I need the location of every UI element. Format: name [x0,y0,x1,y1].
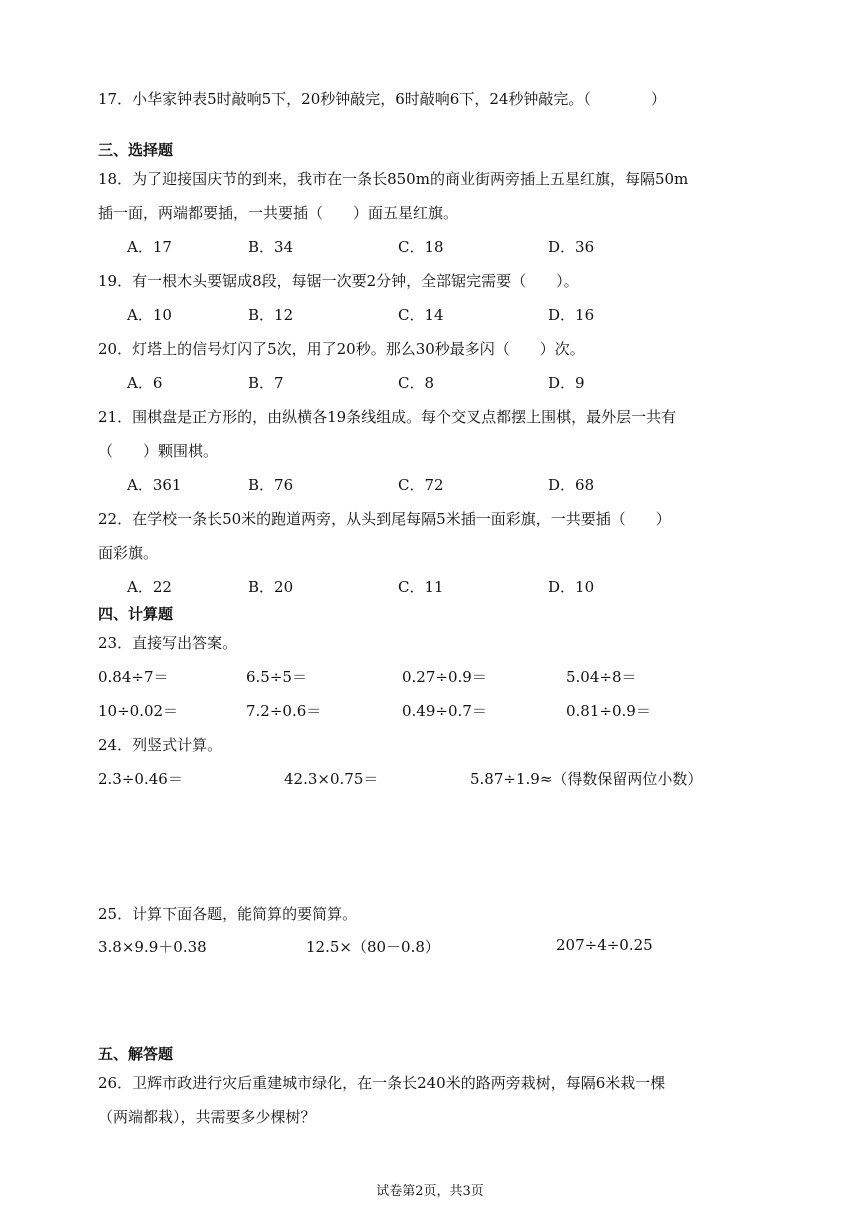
option-c: C．18 [398,238,444,256]
arithmetic-item: 6.5÷5＝ [246,668,307,686]
arithmetic-item: 7.2÷0.6＝ [246,702,322,720]
question-22-line2: 面彩旗。 [98,544,159,562]
option-a: A．17 [127,238,172,256]
arithmetic-item: 0.49÷0.7＝ [402,702,487,720]
option-d: D．16 [548,306,595,324]
question-21-line2: （ ）颗围棋。 [98,442,219,460]
question-26-line1: 26．卫辉市政进行灾后重建城市绿化，在一条长240米的路两旁栽树，每隔6米栽一棵 [98,1074,666,1092]
option-b: B．34 [248,238,294,256]
simplify-item: 3.8×9.9＋0.38 [98,938,207,956]
arithmetic-item: 5.04÷8＝ [566,668,637,686]
arithmetic-item: 0.84÷7＝ [98,668,169,686]
question-18-line1: 18．为了迎接国庆节的到来，我市在一条长850m的商业街两旁插上五星红旗，每隔50m [98,170,689,188]
option-a: A．6 [127,374,163,392]
question-20: 20．灯塔上的信号灯闪了5次，用了20秒。那么30秒最多闪（ ）次。 [98,340,585,358]
question-22-line1: 22．在学校一条长50米的跑道两旁，从头到尾每隔5米插一面彩旗，一共要插（ ） [98,510,671,528]
option-c: C．11 [398,578,444,596]
simplify-item: 207÷4÷0.25 [556,936,653,954]
option-b: B．76 [248,476,294,494]
question-26-line2: （两端都栽），共需要多少棵树？ [98,1108,316,1126]
option-b: B．20 [248,578,294,596]
question-21-line1: 21．围棋盘是正方形的，由纵横各19条线组成。每个交叉点都摆上围棋，最外层一共有 [98,408,677,426]
question-23: 23．直接写出答案。 [98,634,238,652]
arithmetic-item: 0.27÷0.9＝ [402,668,487,686]
option-b: B．7 [248,374,284,392]
option-c: C．14 [398,306,444,324]
option-b: B．12 [248,306,294,324]
section-5-heading: 五、解答题 [98,1045,174,1063]
page-footer: 试卷第2页，共3页 [376,1184,484,1199]
option-a: A．361 [127,476,182,494]
section-4-heading: 四、计算题 [98,605,174,623]
question-25: 25．计算下面各题，能简算的要简算。 [98,905,358,923]
question-19: 19．有一根木头要锯成8段，每锯一次要2分钟，全部锯完需要（ ）。 [98,272,579,290]
option-d: D．10 [548,578,595,596]
option-d: D．68 [548,476,595,494]
option-c: C．72 [398,476,444,494]
question-17: 17．小华家钟表5时敲响5下，20秒钟敲完，6时敲响6下，24秒钟敲完。（ ） [98,90,666,108]
vertical-calc-item: 42.3×0.75＝ [284,770,379,788]
section-3-heading: 三、选择题 [98,141,174,159]
simplify-item: 12.5×（80－0.8） [306,938,440,956]
question-18-line2: 插一面，两端都要插，一共要插（ ）面五星红旗。 [98,204,459,222]
option-a: A．10 [127,306,172,324]
arithmetic-item: 10÷0.02＝ [98,702,179,720]
vertical-calc-item: 5.87÷1.9≈（得数保留两位小数） [470,770,703,788]
question-24: 24．列竖式计算。 [98,736,223,754]
option-c: C．8 [398,374,435,392]
option-d: D．36 [548,238,595,256]
arithmetic-item: 0.81÷0.9＝ [566,702,651,720]
option-a: A．22 [127,578,172,596]
vertical-calc-item: 2.3÷0.46＝ [98,770,183,788]
option-d: D．9 [548,374,585,392]
